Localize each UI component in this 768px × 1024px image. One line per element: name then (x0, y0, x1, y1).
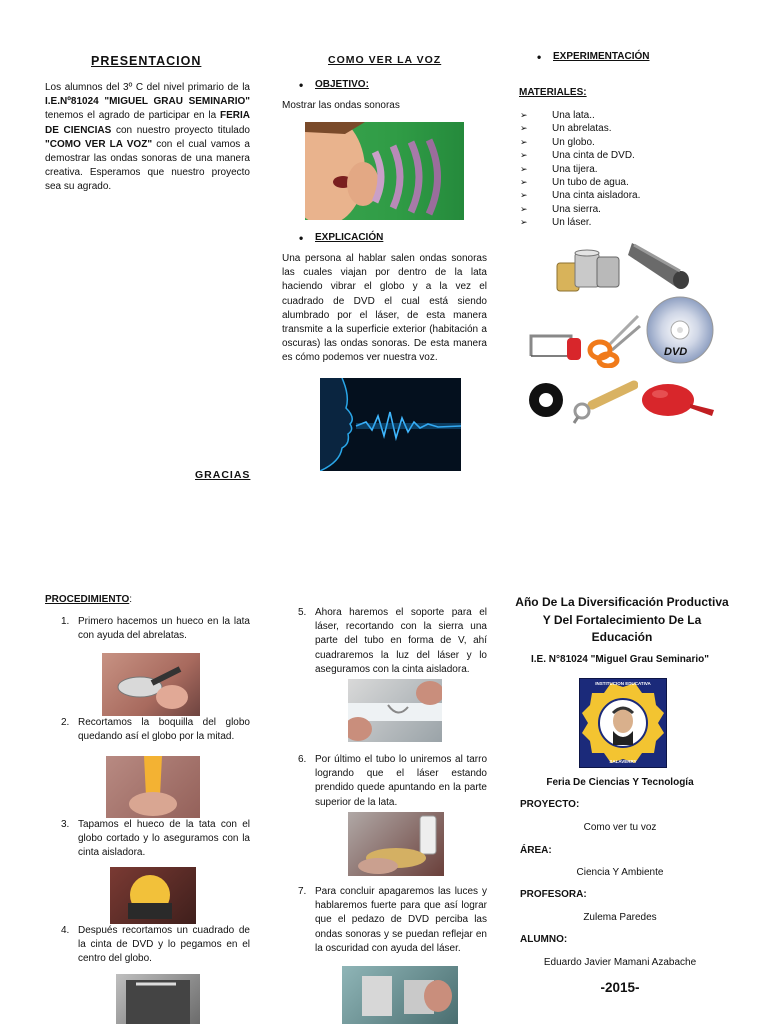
intro-feria: FERIA DE CIENCIAS (45, 110, 250, 136)
step-3 (61, 818, 250, 861)
step-2-image (106, 756, 200, 818)
step-text: Para concluir apagaremos las luces y hablaremos fuerte para que así lograr que el pedazo de DVD perciba las ondas sonoras y se puedan reflejar en la oscuridad con ayuda del láser. (315, 886, 487, 954)
material-item: ➢ Una lata.. (520, 109, 640, 122)
step-2 (61, 716, 250, 744)
step-text: Después recortamos un cuadrado de la cinta de DVD y lo pegamos en el centro del globo. (78, 925, 250, 965)
step-text: Ahora haremos el soporte para el láser, recortando con la sierra una parte del tubo en forma de V, ahí cuadraremos la luz del láser y lo aseguramos con la cinta aisladora. (315, 607, 487, 675)
profesora-label: PROFESORA: (520, 889, 587, 900)
school-seal (579, 678, 667, 768)
speaking-person-image (305, 122, 464, 220)
objetivo-text: Mostrar las ondas sonoras (282, 100, 400, 111)
intro-text-1: Los alumnos del 3º C del nivel primario de la (45, 82, 250, 93)
material-item: ➢ Una cinta aisladora. (520, 189, 640, 202)
explicacion-label: • EXPLICACIÓN (315, 232, 383, 243)
material-item: ➢ Un globo. (520, 136, 640, 149)
dvd-logo-text: DVD (664, 346, 688, 358)
step-1-image (102, 653, 200, 716)
material-item: ➢ Un láser. (520, 216, 640, 229)
step-5 (298, 606, 487, 677)
step-7-image (342, 966, 458, 1024)
alumno-value: Eduardo Javier Mamani Azabache (543, 957, 697, 968)
voice-wave-image (320, 378, 461, 471)
cans-image (553, 243, 625, 293)
step-5-image (348, 679, 442, 742)
step-number: 1. (61, 616, 70, 627)
material-item: ➢ Un abrelatas. (520, 122, 640, 135)
gracias-title: GRACIAS (195, 469, 251, 481)
step-7 (298, 885, 487, 956)
intro-text-2: tenemos el agrado de participar en la (45, 110, 220, 122)
scissors-image (586, 312, 642, 368)
pipe-image (628, 237, 696, 293)
intro-text-3: con nuestro proyecto titulado (111, 124, 250, 136)
balloon-image (640, 378, 718, 424)
step-1 (61, 615, 250, 643)
saw-image (527, 326, 585, 366)
step-number: 2. (61, 717, 70, 728)
procedimiento-heading (45, 594, 132, 605)
area-label: ÁREA: (520, 845, 552, 856)
step-number: 7. (298, 886, 307, 897)
step-number: 5. (298, 607, 307, 618)
alumno-label: ALUMNO: (520, 934, 568, 945)
dvd-image (642, 296, 718, 368)
step-number: 3. (61, 819, 70, 830)
step-number: 6. (298, 754, 307, 765)
can-opener-image (570, 379, 638, 425)
materiales-label: MATERIALES: (519, 87, 587, 98)
year-label: -2015- (600, 980, 640, 995)
presentacion-title: PRESENTACION (91, 54, 202, 68)
tape-image (527, 379, 565, 421)
material-item: ➢ Una cinta de DVD. (520, 149, 640, 162)
objetivo-label: • OBJETIVO: (315, 79, 369, 90)
profesora-value: Zulema Paredes (583, 912, 657, 923)
step-4 (61, 924, 250, 967)
step-text: Recortamos la boquilla del globo quedando así el globo por la mitad. (78, 717, 250, 743)
material-item: ➢ Una sierra. (520, 203, 640, 216)
step-3-image (110, 867, 196, 924)
year-title: Año De La Diversificación Productiva Y Del Fortalecimiento De La Educación (515, 595, 729, 644)
step-4-image (116, 974, 200, 1024)
intro-text-4: con el cual vamos a demostrar las ondas sonoras de una manera creativa. Esperamos que nuestro proyecto sea su agrado. (45, 138, 250, 193)
experimentacion-label: • EXPERIMENTACIÓN (553, 51, 650, 62)
presentacion-text (45, 81, 250, 195)
step-6-image (348, 812, 444, 876)
seal-top-text: INSTITUCION EDUCATIVA (595, 681, 651, 686)
area-value: Ciencia Y Ambiente (576, 867, 664, 878)
step-text: Primero hacemos un hueco en la lata con ayuda del abrelatas. (78, 616, 250, 642)
procedimiento-label: PROCEDIMIENTO (45, 594, 130, 605)
como-ver-la-voz-title: COMO VER LA VOZ (328, 54, 442, 66)
school-name: I.E. N°81024 "Miguel Grau Seminario" (531, 654, 709, 665)
explicacion-text: Una persona al hablar salen ondas sonoras las cuales viajan por dentro de la lata haciendo vibrar el globo y a la vez el cuadrado de DVD el cual está siendo alumbrado por el láser, de esta manera transmite a la superficie exterior (habitación a oscuras) las ondas sonoras. De esta manera es cómo podemos ver nuestra voz. (282, 253, 487, 364)
material-item: ➢ Una tijera. (520, 163, 640, 176)
seal-bottom-text: SALAVERRY (609, 759, 637, 764)
intro-school: I.E.Nº81024 "MIGUEL GRAU SEMINARIO" (45, 96, 250, 108)
step-text: Tapamos el hueco de la tata con el globo cortado y lo aseguramos con la cinta aisladora. (78, 819, 250, 859)
step-number: 4. (61, 925, 70, 936)
material-item: ➢ Un tubo de agua. (520, 176, 640, 189)
proyecto-value: Como ver tu voz (583, 822, 657, 833)
materiales-list (520, 109, 640, 230)
step-6 (298, 753, 487, 810)
step-text: Por último el tubo lo uniremos al tarro logrando que el láser estando prendido quede apuntando en la parte superior de la lata. (315, 754, 487, 808)
intro-project: "COMO VER LA VOZ" (45, 138, 153, 150)
proyecto-label: PROYECTO: (520, 799, 580, 810)
procedimiento-colon: : (129, 594, 133, 605)
feria-title: Feria De Ciencias Y Tecnología (546, 777, 694, 788)
